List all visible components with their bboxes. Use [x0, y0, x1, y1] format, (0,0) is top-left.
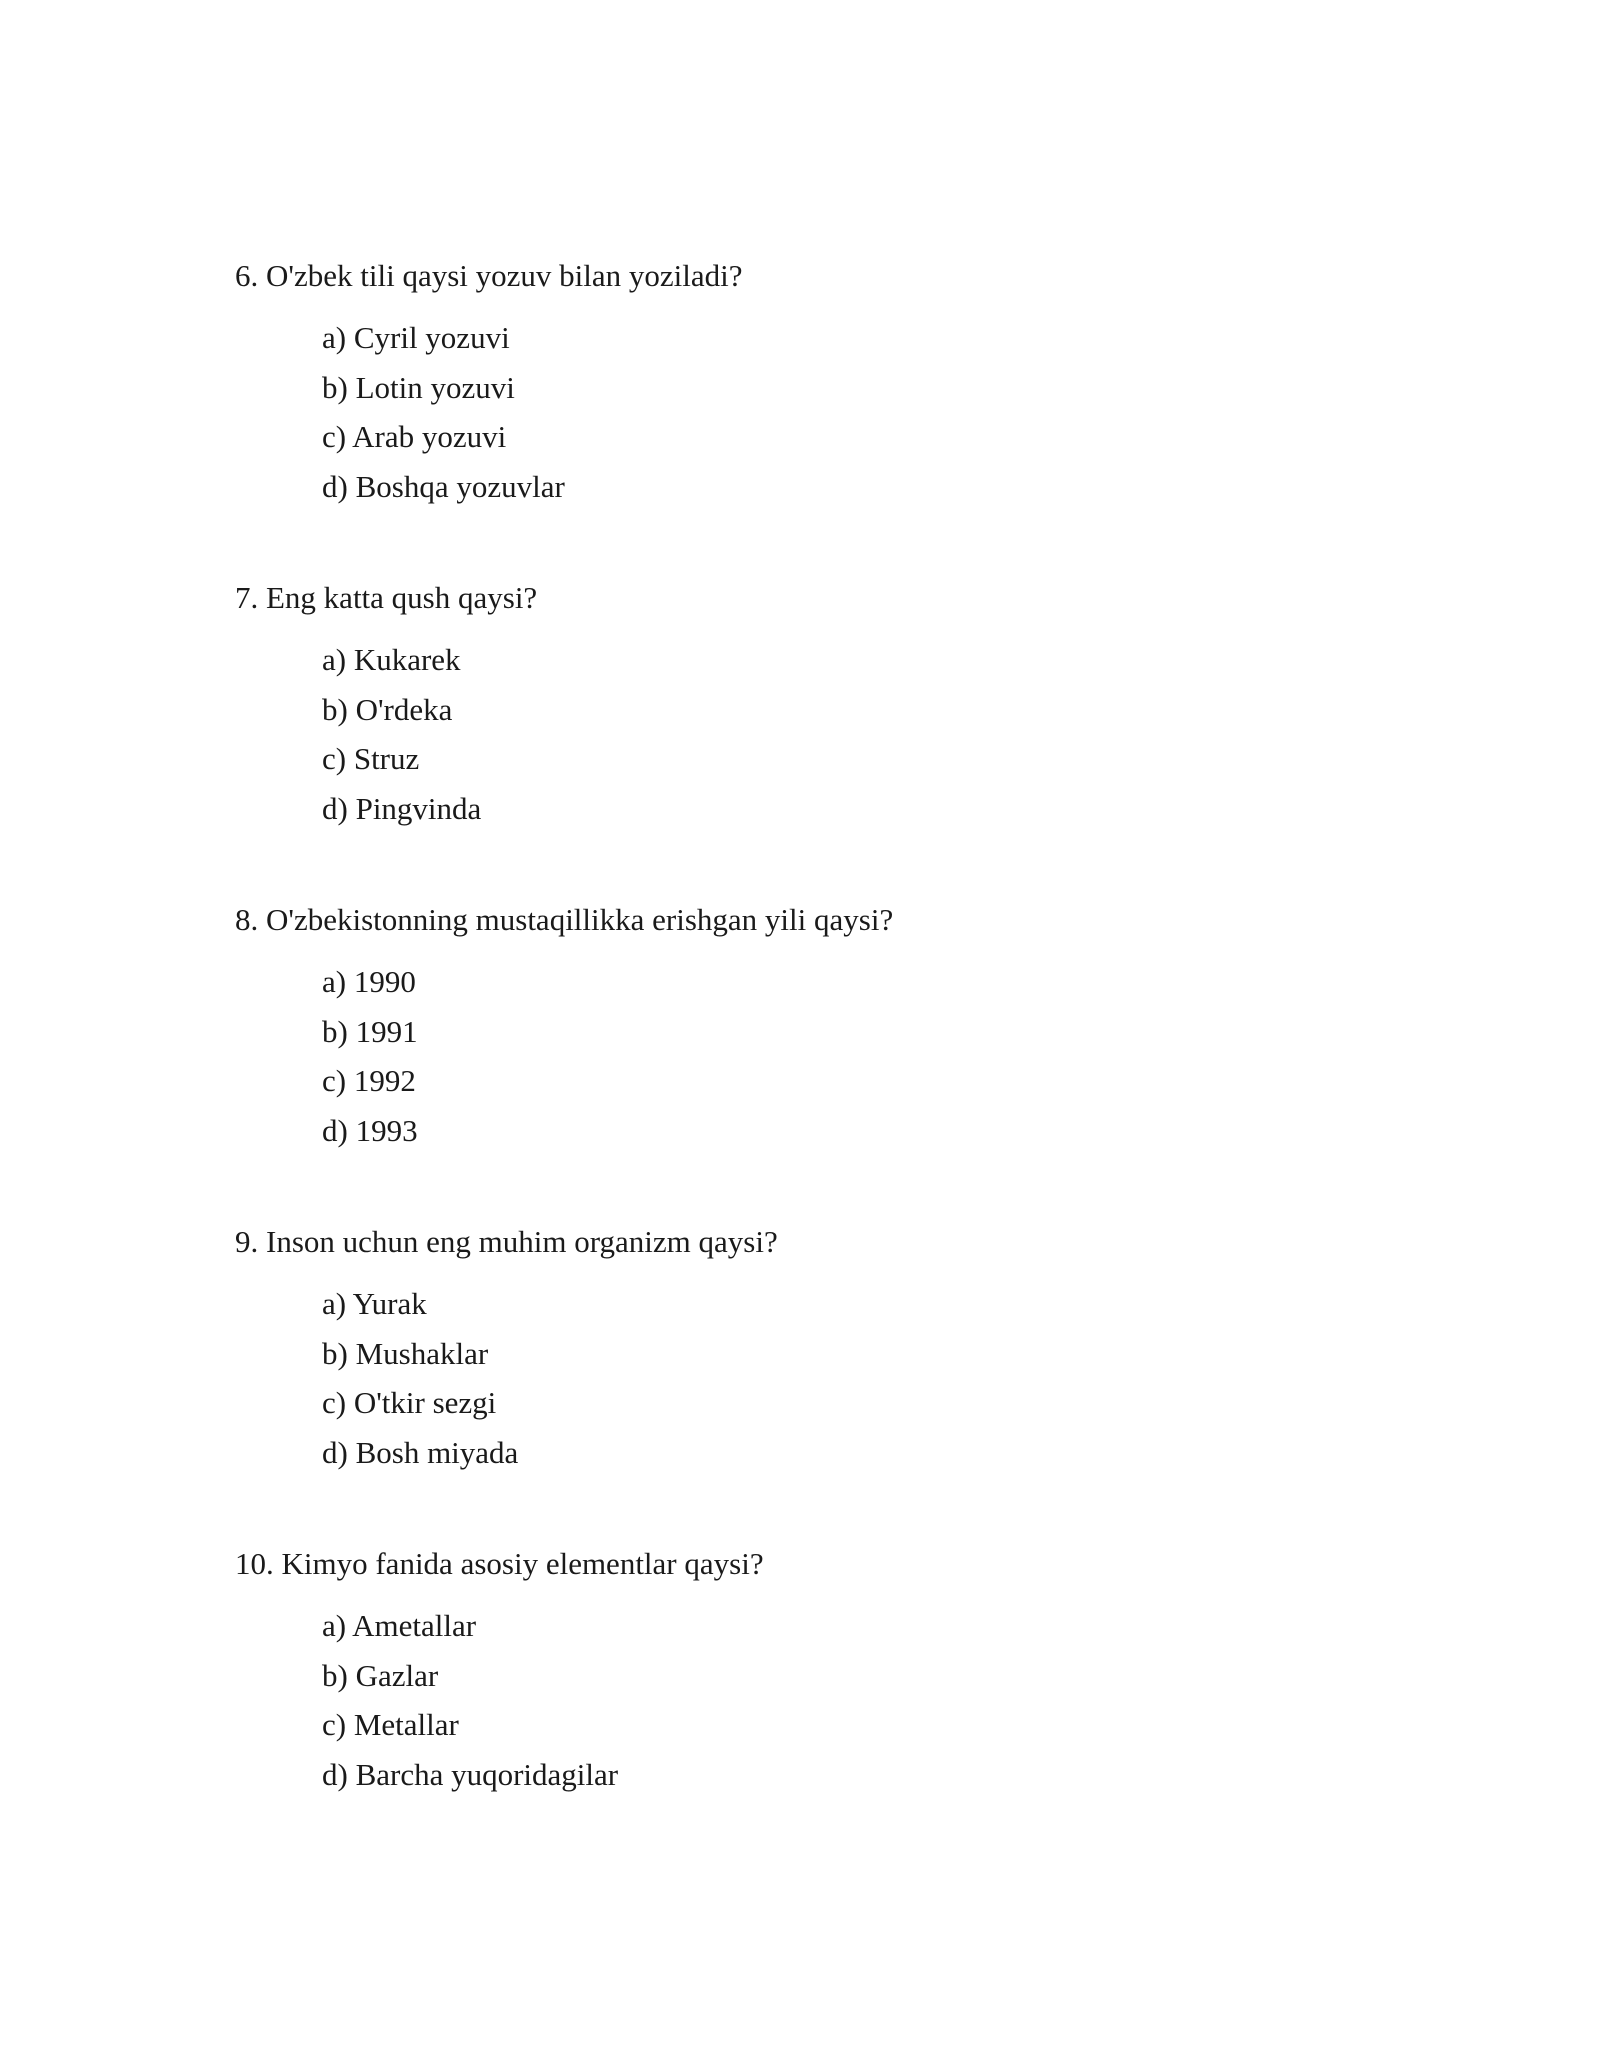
answer-options — [235, 957, 1435, 1155]
answer-option: c) Arab yozuvi — [322, 419, 507, 454]
answer-option: a) Cyril yozuvi — [322, 320, 510, 355]
answer-option: c) O'tkir sezgi — [322, 1385, 497, 1420]
answer-option: c) Metallar — [322, 1707, 459, 1742]
answer-option: d) 1993 — [322, 1112, 418, 1148]
answer-option: d) Bosh miyada — [322, 1434, 519, 1470]
answer-option: d) Boshqa yozuvlar — [322, 468, 565, 504]
answer-options — [235, 1601, 1435, 1799]
question-block — [235, 578, 1435, 833]
answer-option: b) Mushaklar — [322, 1335, 489, 1371]
question-text: 8. O'zbekistonning mustaqillikka erishgan yili qaysi? — [235, 902, 894, 937]
answer-options — [235, 635, 1435, 833]
answer-option: a) Ametallar — [322, 1608, 477, 1643]
answer-option: c) 1992 — [322, 1063, 416, 1098]
question-text: 6. O'zbek tili qaysi yozuv bilan yoziladi? — [235, 258, 743, 293]
answer-option: a) Kukarek — [322, 642, 461, 677]
answer-option: a) Yurak — [322, 1286, 427, 1321]
answer-option: b) Lotin yozuvi — [322, 369, 515, 405]
answer-option: c) Struz — [322, 741, 420, 776]
answer-option: b) O'rdeka — [322, 691, 453, 727]
answer-options — [235, 1279, 1435, 1477]
answer-option: b) 1991 — [322, 1013, 418, 1049]
question-block — [235, 256, 1435, 511]
question-text: 10. Kimyo fanida asosiy elementlar qaysi? — [235, 1546, 764, 1581]
answer-options — [235, 313, 1435, 511]
question-text: 7. Eng katta qush qaysi? — [235, 580, 538, 615]
answer-option: b) Gazlar — [322, 1657, 439, 1693]
answer-option: d) Barcha yuqoridagilar — [322, 1756, 619, 1792]
question-text: 9. Inson uchun eng muhim organizm qaysi? — [235, 1224, 778, 1259]
question-block — [235, 1544, 1435, 1799]
answer-option: d) Pingvinda — [322, 790, 482, 826]
answer-option: a) 1990 — [322, 964, 416, 999]
question-block — [235, 1222, 1435, 1477]
question-block — [235, 900, 1435, 1155]
